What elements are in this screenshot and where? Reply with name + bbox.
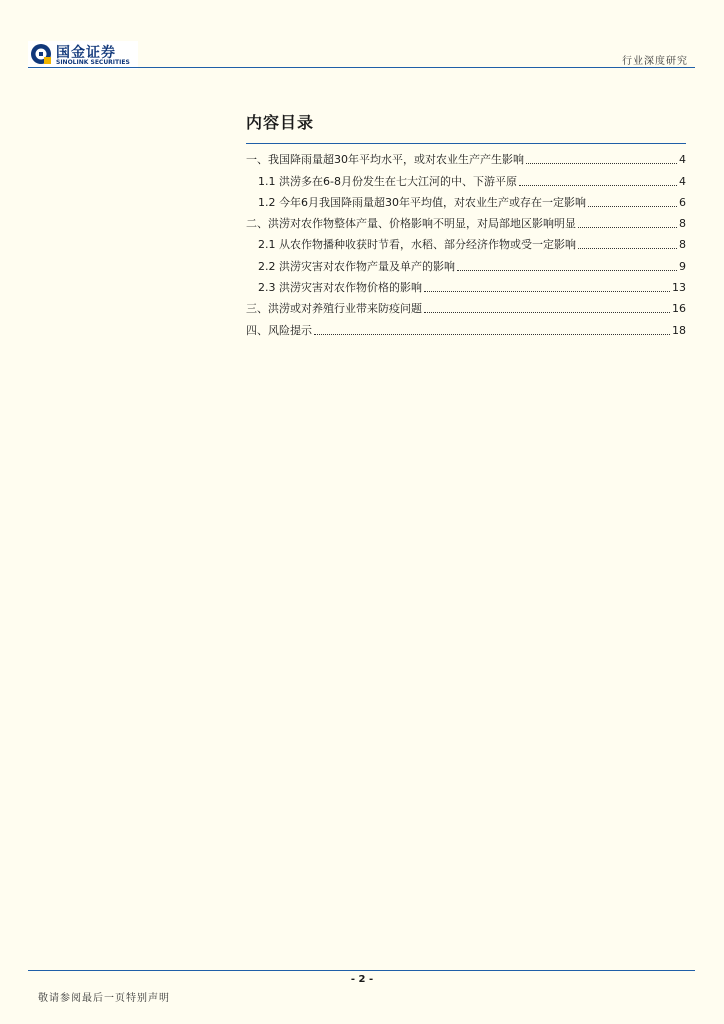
toc-entry[interactable] [246, 167, 686, 188]
toc-divider [246, 143, 686, 144]
toc-entry-text: 1.2 今年6月我国降雨量超30年平均值，对农业生产或存在一定影响 [258, 195, 586, 209]
toc-entry[interactable] [246, 316, 686, 337]
toc-entry[interactable] [246, 210, 686, 231]
toc-entry-page: 16 [672, 302, 686, 316]
toc-leader-dots [526, 163, 677, 164]
toc-entry-text: 2.3 洪涝灾害对农作物价格的影响 [258, 281, 422, 295]
page-header [0, 0, 724, 70]
sinolink-logo [28, 41, 138, 69]
toc-entry-page: 4 [679, 174, 686, 188]
sinolink-logo-icon [30, 43, 52, 65]
toc-entry[interactable] [246, 274, 686, 295]
toc-entry-text: 2.2 洪涝灾害对农作物产量及单产的影响 [258, 259, 455, 273]
toc-entry-text: 2.1 从农作物播种收获时节看，水稻、部分经济作物或受一定影响 [258, 238, 576, 252]
toc-entry[interactable] [246, 146, 686, 167]
toc-entry-page: 8 [679, 238, 686, 252]
toc-entry-text: 1.1 洪涝多在6-8月份发生在七大江河的中、下游平原 [258, 174, 517, 188]
toc-entry-text: 一、我国降雨量超30年平均水平，或对农业生产产生影响 [246, 153, 524, 167]
toc-entry-text: 二、洪涝对农作物整体产量、价格影响不明显，对局部地区影响明显 [246, 217, 576, 231]
toc-leader-dots [314, 334, 670, 335]
toc-entry-page: 6 [679, 195, 686, 209]
toc-entry[interactable] [246, 252, 686, 273]
toc-entry-page: 4 [679, 153, 686, 167]
toc-entry-page: 9 [679, 259, 686, 273]
toc-title: 内容目录 [246, 113, 315, 132]
toc-entry-text: 三、洪涝或对养殖行业带来防疫问题 [246, 302, 422, 316]
logo-chinese-name: 国金证券 [56, 45, 116, 61]
report-type-label: 行业深度研究 [622, 56, 688, 67]
toc-leader-dots [519, 185, 677, 186]
toc-leader-dots [457, 270, 677, 271]
toc-entry[interactable] [246, 231, 686, 252]
toc-entry[interactable] [246, 295, 686, 316]
logo-english-name: SINOLINK SECURITIES [56, 59, 130, 66]
page-number: - 2 - [350, 974, 374, 985]
table-of-contents [246, 110, 686, 338]
toc-leader-dots [424, 312, 670, 313]
toc-leader-dots [578, 227, 677, 228]
toc-leader-dots [588, 206, 677, 207]
toc-entry-page: 18 [672, 323, 686, 337]
footer-divider [28, 970, 695, 971]
toc-entry[interactable] [246, 189, 686, 210]
toc-entry-text: 四、风险提示 [246, 323, 312, 337]
header-divider [28, 67, 695, 68]
toc-entry-page: 13 [672, 281, 686, 295]
toc-leader-dots [424, 291, 670, 292]
toc-entry-page: 8 [679, 217, 686, 231]
toc-leader-dots [578, 248, 677, 249]
disclaimer-note: 敬请参阅最后一页特别声明 [38, 993, 170, 1004]
